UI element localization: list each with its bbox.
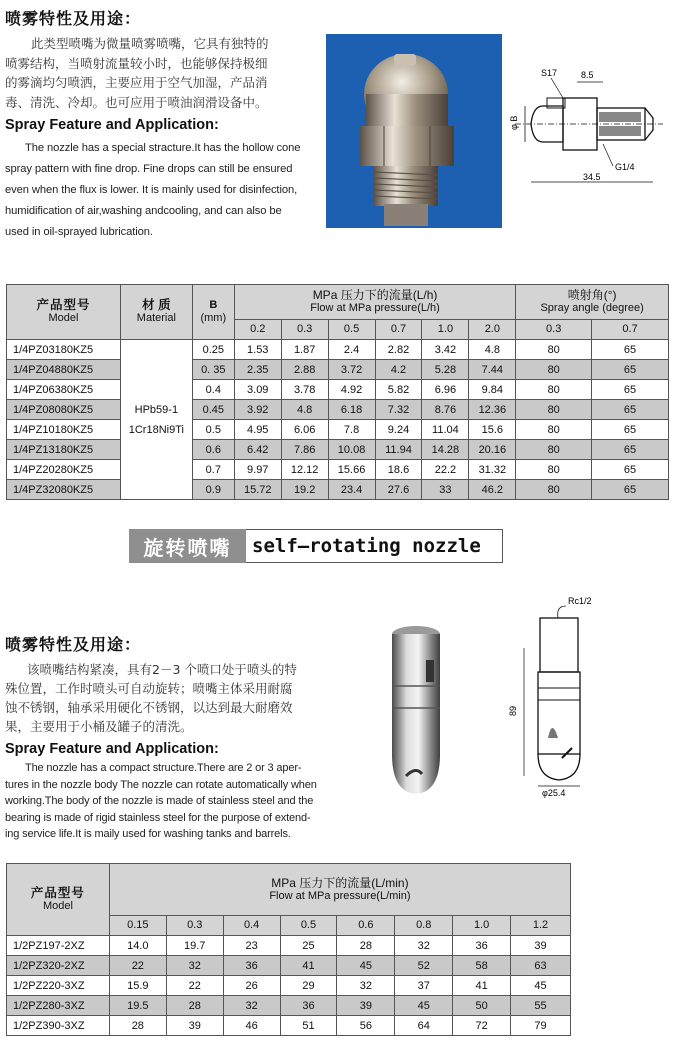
th-angle	[516, 285, 669, 320]
nozzle-photo-2	[382, 624, 450, 796]
table-cell: 1/4PZ08080KZ5	[7, 400, 121, 420]
th-flow-en: Flow at MPa pressure(L/min)	[269, 889, 411, 902]
banner-en: self—rotating nozzle	[246, 529, 503, 563]
table-cell: 1/2PZ320-2XZ	[7, 956, 110, 976]
body-cn-line: 此类型喷嘴为微量喷雾喷嘴，它具有独特的	[31, 36, 269, 51]
th-angle-en: Spray angle (degree)	[540, 302, 644, 314]
banner-cn: 旋转喷嘴	[129, 529, 246, 563]
table-cell: 65	[592, 400, 669, 420]
table-cell: 9.97	[234, 460, 281, 480]
table-cell: 56	[337, 1016, 395, 1036]
th-pressure: 0.3	[281, 320, 328, 340]
table-cell: 15.66	[328, 460, 375, 480]
table-cell: 1.53	[234, 340, 281, 360]
section2-heading-en: Spray Feature and Application:	[5, 741, 219, 757]
table-cell: 80	[516, 340, 592, 360]
spec-table-2	[6, 863, 571, 1036]
table-row	[7, 936, 571, 956]
table-cell: 20.16	[469, 440, 516, 460]
table-cell: 80	[516, 400, 592, 420]
table-cell: 0.45	[192, 400, 234, 420]
table-cell: 65	[592, 440, 669, 460]
table-cell: 37	[395, 976, 453, 996]
table-cell: 7.32	[375, 400, 422, 420]
table-row	[7, 420, 669, 440]
body-cn-line: 殊位置，工作时喷头可自动旋转；喷嘴主体采用耐腐	[5, 681, 293, 696]
body-en-line: tures in the nozzle body The nozzle can rotate automatically when	[5, 778, 317, 791]
table-cell: 80	[516, 380, 592, 400]
table-cell: 80	[516, 360, 592, 380]
table-cell: 31.32	[469, 460, 516, 480]
dim-34-5: 34.5	[583, 172, 601, 182]
table-cell: 27.6	[375, 480, 422, 500]
table-cell: 0. 35	[192, 360, 234, 380]
table-cell: 45	[337, 956, 395, 976]
table-row	[7, 956, 571, 976]
table-cell: 3.78	[281, 380, 328, 400]
table-cell: 0.7	[192, 460, 234, 480]
th-model-en: Model	[48, 312, 79, 324]
table-cell: 23	[223, 936, 280, 956]
table-cell: 65	[592, 360, 669, 380]
table-cell: 64	[395, 1016, 453, 1036]
table-cell: 7.86	[281, 440, 328, 460]
table-cell: 3.42	[422, 340, 469, 360]
th-pressure: 1.2	[511, 916, 571, 936]
table-cell: 15.6	[469, 420, 516, 440]
table-cell: 26	[223, 976, 280, 996]
table-cell: 0.6	[192, 440, 234, 460]
table-cell: 65	[592, 480, 669, 500]
table-cell: 72	[453, 1016, 511, 1036]
table-cell: 52	[395, 956, 453, 976]
table-cell: 3.09	[234, 380, 281, 400]
body-cn-line: 毒、清洗、冷却。也可应用于喷油润滑设备中。	[5, 94, 268, 110]
table-cell: 63	[511, 956, 571, 976]
body-en-line: even when the flux is lower. It is mainly used for disinfection,	[5, 184, 298, 196]
table-cell: 1.87	[281, 340, 328, 360]
table-cell: 12.36	[469, 400, 516, 420]
table-cell: 65	[592, 340, 669, 360]
table-cell: 28	[337, 936, 395, 956]
section1-heading-cn: 喷雾特性及用途：	[5, 9, 142, 28]
table-row	[7, 460, 669, 480]
table-cell: 1/2PZ220-3XZ	[7, 976, 110, 996]
th-model-en: Model	[42, 899, 73, 912]
table-cell: 28	[166, 996, 223, 1016]
section1-heading-en: Spray Feature and Application:	[5, 117, 219, 133]
table-cell: 39	[337, 996, 395, 1016]
dim-s17: S17	[541, 68, 558, 78]
th-pressure: 1.0	[453, 916, 511, 936]
table-cell: 10.08	[328, 440, 375, 460]
body-en-line: humidification of air,washing andcooling, and can also be	[5, 205, 282, 217]
table-cell: 8.76	[422, 400, 469, 420]
body-en-line: The nozzle has a special stracture.It has the hollow cone	[25, 142, 301, 154]
table-cell: 0.9	[192, 480, 234, 500]
table-cell: 79	[511, 1016, 571, 1036]
body-cn-line: 蚀不锈钢，轴承采用硬化不锈钢，以达到最大耐磨效	[5, 700, 293, 715]
table-cell: 41	[280, 956, 337, 976]
th-pressure: 0.5	[280, 916, 337, 936]
th-model-cn: 产品型号	[30, 885, 85, 900]
th-angle-pressure: 0.7	[592, 320, 669, 340]
table-cell: 2.4	[328, 340, 375, 360]
table-cell: 18.6	[375, 460, 422, 480]
table-cell: 2.82	[375, 340, 422, 360]
table-cell: 23.4	[328, 480, 375, 500]
table-cell: 32	[395, 936, 453, 956]
section1-body-cn	[5, 34, 325, 112]
table-cell: 22	[109, 956, 166, 976]
body-en-line: working.The body of the nozzle is made of stainless steel and the	[5, 795, 314, 807]
table-cell: 5.82	[375, 380, 422, 400]
body-en-line: ing service life.It is maily used for washing tanks and barrels.	[5, 828, 291, 840]
table-cell: 19.5	[109, 996, 166, 1016]
table-cell: 36	[223, 956, 280, 976]
table-cell: 15.9	[109, 976, 166, 996]
nozzle-photo-1	[326, 34, 502, 228]
dim-8-5: 8.5	[581, 70, 594, 80]
th-b-unit: (mm)	[200, 312, 227, 324]
table-row	[7, 440, 669, 460]
table-cell: 14.0	[109, 936, 166, 956]
table-cell: 14.28	[422, 440, 469, 460]
body-cn-line: 的雾滴均匀喷洒，主要应用于空气加湿，产品消	[5, 75, 268, 90]
table-cell: 36	[280, 996, 337, 1016]
th-model-2	[7, 864, 110, 936]
table-cell: 15.72	[234, 480, 281, 500]
dim-phi-b: φ B	[509, 115, 519, 130]
table-cell: 45	[511, 976, 571, 996]
table-cell: 32	[337, 976, 395, 996]
table-cell: 6.18	[328, 400, 375, 420]
th-flow-en: Flow at MPa pressure(L/h)	[310, 302, 440, 314]
th-pressure: 0.7	[375, 320, 422, 340]
table-cell: 19.2	[281, 480, 328, 500]
material-cell	[120, 340, 192, 500]
table-row	[7, 996, 571, 1016]
nozzle-drawing-2	[500, 588, 672, 798]
section1-body-en	[5, 138, 325, 243]
table-cell: 58	[453, 956, 511, 976]
th-pressure: 0.2	[234, 320, 281, 340]
table-cell: 65	[592, 380, 669, 400]
table-row	[7, 1016, 571, 1036]
table-cell: 22	[166, 976, 223, 996]
table-cell: 25	[280, 936, 337, 956]
table-cell: 39	[511, 936, 571, 956]
th-flow-cn: MPa 压力下的流量(L/h)	[312, 288, 438, 302]
table-cell: 0.5	[192, 420, 234, 440]
th-b	[192, 285, 234, 340]
table-cell: 1/2PZ390-3XZ	[7, 1016, 110, 1036]
table-cell: 28	[109, 1016, 166, 1036]
table-cell: 4.92	[328, 380, 375, 400]
dim-rc12: Rc1/2	[568, 596, 592, 606]
table-row	[7, 400, 669, 420]
table-cell: 50	[453, 996, 511, 1016]
dim-89: 89	[508, 705, 518, 716]
th-flow-cn: MPa 压力下的流量(L/min)	[271, 875, 409, 890]
section2-heading-cn: 喷雾特性及用途：	[5, 635, 142, 654]
table-cell: 11.94	[375, 440, 422, 460]
nozzle-drawing-1	[503, 62, 671, 190]
table-cell: 45	[395, 996, 453, 1016]
table-cell: 9.84	[469, 380, 516, 400]
table-cell: 1/4PZ03180KZ5	[7, 340, 121, 360]
table-cell: 1/2PZ280-3XZ	[7, 996, 110, 1016]
th-material-en: Material	[136, 312, 176, 324]
th-pressure: 2.0	[469, 320, 516, 340]
table-cell: 0.4	[192, 380, 234, 400]
table-cell: 39	[166, 1016, 223, 1036]
table-cell: 46	[223, 1016, 280, 1036]
table-cell: 46.2	[469, 480, 516, 500]
table-cell: 1/4PZ13180KZ5	[7, 440, 121, 460]
table-cell: 12.12	[281, 460, 328, 480]
table-cell: 0.25	[192, 340, 234, 360]
table-row	[7, 340, 669, 360]
table-row	[7, 380, 669, 400]
table-cell: 32	[166, 956, 223, 976]
material-2: 1Cr18Ni9Ti	[128, 423, 184, 436]
table-cell: 32	[223, 996, 280, 1016]
th-pressure: 0.15	[109, 916, 166, 936]
body-en-line: spray pattern with fine drop. Fine drops can still be ensured	[5, 163, 293, 175]
table-cell: 1/4PZ20280KZ5	[7, 460, 121, 480]
body-cn-line: 果，主要用于小桶及罐子的清洗。	[5, 719, 193, 734]
table-cell: 65	[592, 420, 669, 440]
th-model-cn: 产品型号	[36, 298, 91, 312]
th-flow	[234, 285, 516, 320]
th-angle-cn: 喷射角(°)	[567, 288, 617, 302]
table-cell: 1/2PZ197-2XZ	[7, 936, 110, 956]
table-cell: 9.24	[375, 420, 422, 440]
table-cell: 1/4PZ06380KZ5	[7, 380, 121, 400]
table-cell: 65	[592, 460, 669, 480]
table-row	[7, 480, 669, 500]
dim-phi25-4: φ25.4	[542, 788, 566, 798]
table-cell: 80	[516, 480, 592, 500]
table-cell: 11.04	[422, 420, 469, 440]
table-cell: 80	[516, 440, 592, 460]
body-en-line: The nozzle has a compact structure.There are 2 or 3 aper-	[25, 762, 302, 774]
table-cell: 3.72	[328, 360, 375, 380]
table-cell: 29	[280, 976, 337, 996]
th-angle-pressure: 0.3	[516, 320, 592, 340]
table-cell: 1/4PZ10180KZ5	[7, 420, 121, 440]
table-cell: 6.96	[422, 380, 469, 400]
section2-body-en	[5, 760, 350, 843]
table-row	[7, 360, 669, 380]
th-material	[120, 285, 192, 340]
table-cell: 1/4PZ04880KZ5	[7, 360, 121, 380]
section2-body-cn	[5, 660, 355, 736]
table-cell: 4.8	[469, 340, 516, 360]
th-pressure: 0.6	[337, 916, 395, 936]
table-cell: 3.92	[234, 400, 281, 420]
table-cell: 2.88	[281, 360, 328, 380]
table-cell: 6.06	[281, 420, 328, 440]
th-pressure: 0.5	[328, 320, 375, 340]
table-cell: 2.35	[234, 360, 281, 380]
table-cell: 22.2	[422, 460, 469, 480]
table-cell: 7.8	[328, 420, 375, 440]
table-cell: 4.95	[234, 420, 281, 440]
body-cn-line: 喷雾结构，当喷射流量较小时，也能够保持极细	[5, 55, 268, 71]
body-en-line: bearing is made of rigid stainless steel for the purpose of extend-	[5, 811, 311, 824]
table-cell: 4.2	[375, 360, 422, 380]
table-cell: 80	[516, 460, 592, 480]
table-cell: 80	[516, 420, 592, 440]
table-cell: 7.44	[469, 360, 516, 380]
body-en-line: used in oil-sprayed lubrication.	[5, 226, 153, 238]
dim-g14: G1/4	[615, 162, 635, 172]
table-cell: 6.42	[234, 440, 281, 460]
th-b-label: B	[209, 299, 218, 311]
th-pressure: 1.0	[422, 320, 469, 340]
th-flow-2	[109, 864, 570, 916]
th-pressure: 0.4	[223, 916, 280, 936]
table-row	[7, 976, 571, 996]
table-cell: 36	[453, 936, 511, 956]
th-material-cn: 材 质	[142, 298, 171, 312]
table-cell: 5.28	[422, 360, 469, 380]
table-cell: 19.7	[166, 936, 223, 956]
spec-table-1	[6, 284, 669, 500]
table-cell: 51	[280, 1016, 337, 1036]
table-cell: 1/4PZ32080KZ5	[7, 480, 121, 500]
table-cell: 33	[422, 480, 469, 500]
th-pressure: 0.8	[395, 916, 453, 936]
th-model	[7, 285, 121, 340]
th-pressure: 0.3	[166, 916, 223, 936]
table-cell: 4.8	[281, 400, 328, 420]
body-cn-line: 该喷嘴结构紧凑，具有2－3 个喷口处于喷头的特	[27, 662, 297, 677]
material-1: HPb59-1	[134, 403, 179, 416]
table-cell: 55	[511, 996, 571, 1016]
table-cell: 41	[453, 976, 511, 996]
